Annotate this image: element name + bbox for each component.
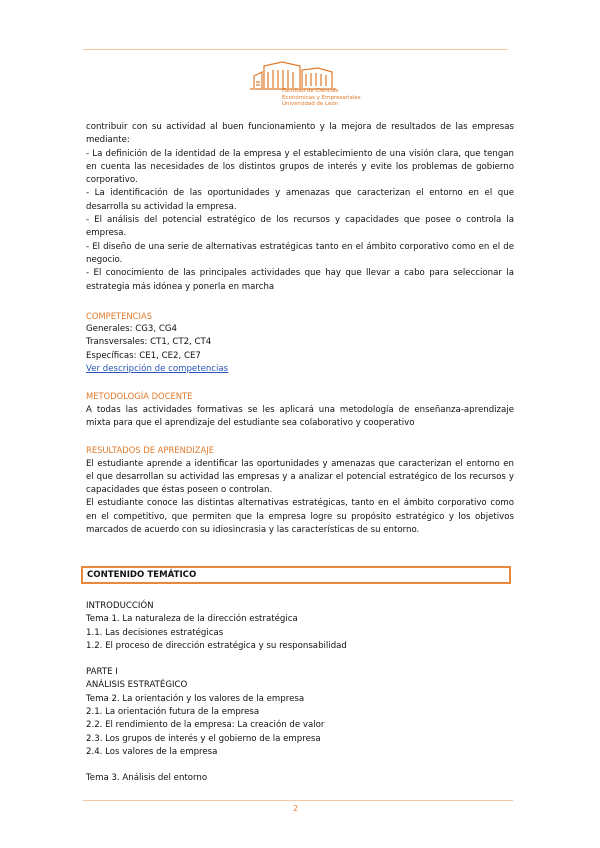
objective-item: - La identificación de las oportunidades y amenazas que caracterizan el entorno en el que desarrolla su actividad la empresa. (86, 188, 514, 212)
logo-line: Económicas y Empresariales (282, 94, 361, 101)
objective-item: - El conocimiento de las principales actividades que hay que llevar a cabo para seleccionar la estrategia más idónea y ponerla en marcha (86, 268, 514, 292)
logo-line: Universidad de León (282, 101, 339, 107)
main-content (86, 121, 514, 537)
syllabus-line: Tema 1. La naturaleza de la dirección estratégica (86, 614, 298, 625)
logo-line: Facultad de Ciencias (282, 88, 339, 94)
syllabus-line: 2.1. La orientación futura de la empresa (86, 707, 260, 718)
syllabus-line: PARTE I (86, 667, 118, 678)
competencias-description-link[interactable]: Ver descripción de competencias (86, 364, 229, 375)
syllabus-line: 2.3. Los grupos de interés y el gobierno de la empresa (86, 733, 321, 744)
syllabus-line: 2.4. Los valores de la empresa (86, 746, 218, 757)
faculty-name (282, 88, 361, 108)
competencias-generales: Generales: CG3, CG4 (86, 324, 177, 335)
page-number: 2 (293, 804, 299, 813)
metodologia-text: A todas las actividades formativas se les aplicará una metodología de enseñanza-aprendizaje mixta para que el aprendizaje del estudiante sea colaborativo y cooperativo (86, 404, 514, 428)
contenido-tematico-heading: CONTENIDO TEMÁTICO (81, 566, 511, 584)
competencias-transversales: Transversales: CT1, CT2, CT4 (86, 337, 212, 348)
metodologia-heading: METODOLOGÍA DOCENTE (86, 391, 193, 402)
footer-divider (83, 800, 513, 801)
resultados-heading: RESULTADOS DE APRENDIZAJE (86, 445, 214, 456)
syllabus-line: Tema 3. Análisis del entorno (86, 773, 208, 784)
competencias-especificas: Específicas: CE1, CE2, CE7 (86, 350, 201, 361)
syllabus-line: 2.2. El rendimiento de la empresa: La creación de valor (86, 720, 325, 731)
syllabus-line: INTRODUCCIÓN (86, 601, 154, 611)
objective-item: - La definición de la identidad de la empresa y el establecimiento de una visión clara, que tengan en cuenta las necesidades de los distintos grupos de interés y evite los problemas de gobierno corporativo. (86, 148, 514, 186)
header-divider (83, 49, 508, 50)
competencias-heading: COMPETENCIAS (86, 310, 153, 321)
syllabus-line: 1.2. El proceso de dirección estratégica y su responsabilidad (86, 640, 347, 651)
intro-paragraph: contribuir con su actividad al buen funcionamiento y la mejora de resultados de las empresas mediante: (86, 122, 514, 146)
objective-item: - El diseño de una serie de alternativas estratégicas tanto en el ámbito corporativo como en el de negocio. (86, 241, 514, 265)
resultados-paragraph: El estudiante conoce las distintas alternativas estratégicas, tanto en el ámbito corporativo como en el competitivo, que permiten que la empresa logre su propósito estratégico y los objetivos marcados de acuerdo con su idiosincrasia y las características de su entorno. (86, 498, 514, 536)
syllabus-line: Tema 2. La orientación y los valores de la empresa (86, 693, 305, 704)
syllabus-line: 1.1. Las decisiones estratégicas (86, 627, 224, 638)
syllabus-list (86, 600, 514, 786)
syllabus-line: ANÁLISIS ESTRATÉGICO (86, 680, 188, 691)
objective-item: - El análisis del potencial estratégico de los recursos y capacidades que posee o controla la empresa. (86, 215, 514, 239)
resultados-paragraph: El estudiante aprende a identificar las oportunidades y amenazas que caracterizan el entorno en el que desarrollan su actividad las empresas y a analizar el potencial estratégico de los recursos y capacidades que éstas poseen o controlan. (86, 458, 514, 496)
